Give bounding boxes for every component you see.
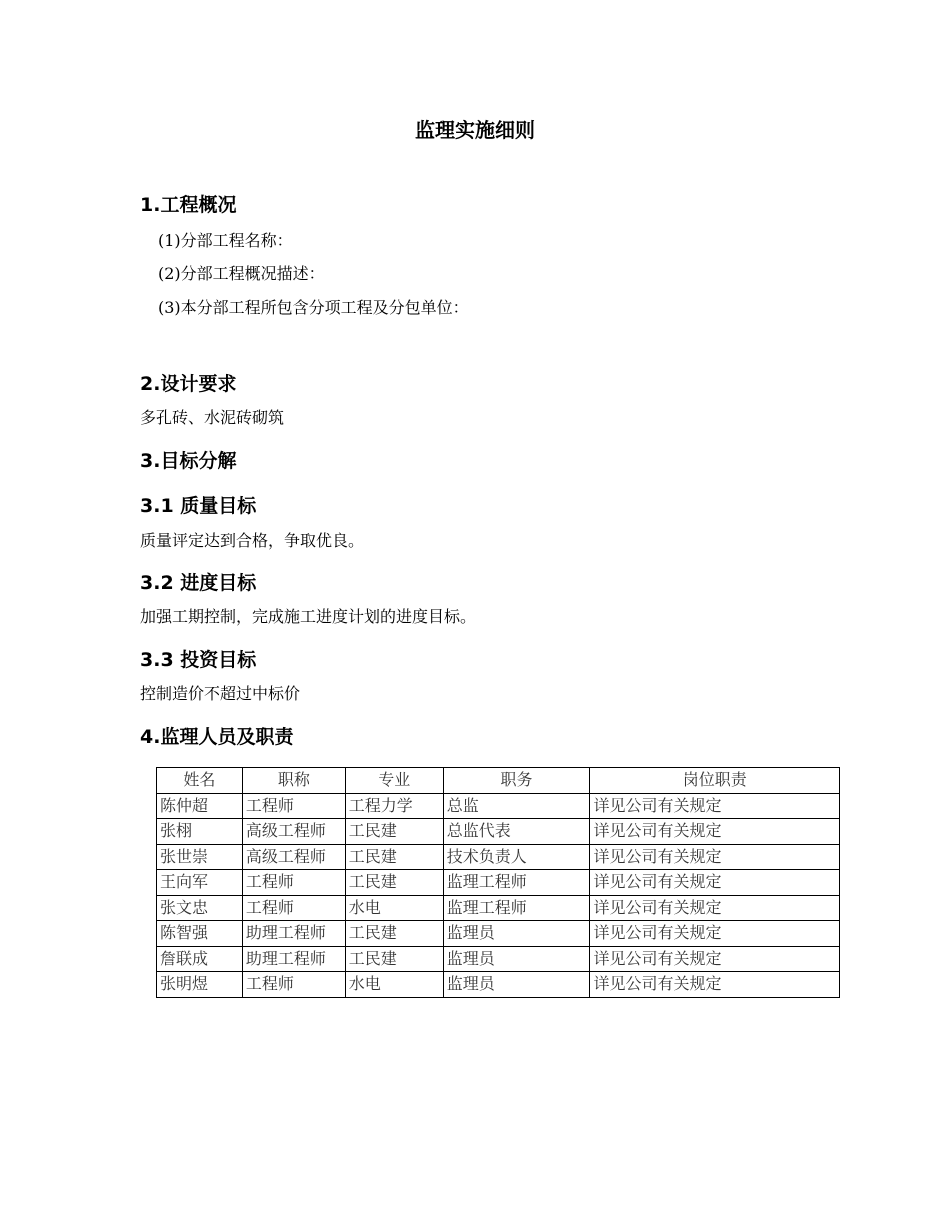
cell-title: 工程师	[242, 870, 345, 896]
cell-duties: 详见公司有关规定	[590, 895, 840, 921]
cell-title: 助理工程师	[242, 921, 345, 947]
cell-position: 监理员	[443, 946, 590, 972]
section-3-3-text: 控制造价不超过中标价	[140, 684, 301, 703]
cell-title: 工程师	[242, 793, 345, 819]
cell-name: 王向军	[157, 870, 243, 896]
cell-name: 张世崇	[157, 844, 243, 870]
table-row	[157, 895, 840, 921]
section-3-heading: 3.目标分解	[140, 450, 237, 472]
table-row	[157, 793, 840, 819]
cell-specialty: 工民建	[345, 870, 443, 896]
cell-position: 监理员	[443, 921, 590, 947]
cell-specialty: 工程力学	[345, 793, 443, 819]
cell-position: 总监代表	[443, 819, 590, 845]
cell-position: 监理工程师	[443, 870, 590, 896]
cell-title: 助理工程师	[242, 946, 345, 972]
cell-duties: 详见公司有关规定	[590, 870, 840, 896]
table-row	[157, 819, 840, 845]
table-row	[157, 946, 840, 972]
header-position: 职务	[443, 768, 590, 794]
cell-specialty: 工民建	[345, 946, 443, 972]
section-4-heading: 4.监理人员及职责	[140, 726, 294, 748]
cell-duties: 详见公司有关规定	[590, 793, 840, 819]
cell-specialty: 工民建	[345, 819, 443, 845]
header-specialty: 专业	[345, 768, 443, 794]
cell-title: 高级工程师	[242, 844, 345, 870]
table-header-row	[157, 768, 840, 794]
section-3-3-heading: 3.3 投资目标	[140, 649, 257, 671]
cell-specialty: 水电	[345, 972, 443, 998]
section-3-1-heading: 3.1 质量目标	[140, 495, 257, 517]
cell-duties: 详见公司有关规定	[590, 946, 840, 972]
cell-duties: 详见公司有关规定	[590, 921, 840, 947]
section-2-heading: 2.设计要求	[140, 373, 237, 395]
cell-title: 高级工程师	[242, 819, 345, 845]
table-row	[157, 870, 840, 896]
section-1-item-1: (1)分部工程名称：	[158, 231, 293, 250]
cell-name: 张栩	[157, 819, 243, 845]
section-2-text: 多孔砖、水泥砖砌筑	[140, 408, 285, 427]
cell-name: 詹联成	[157, 946, 243, 972]
cell-name: 张文忠	[157, 895, 243, 921]
section-3-2-text: 加强工期控制，完成施工进度计划的进度目标。	[140, 607, 477, 626]
header-name: 姓名	[157, 768, 243, 794]
section-3-2-heading: 3.2 进度目标	[140, 572, 257, 594]
section-1-item-3: (3)本分部工程所包含分项工程及分包单位：	[158, 298, 469, 317]
cell-specialty: 工民建	[345, 921, 443, 947]
table-row	[157, 972, 840, 998]
cell-position: 总监	[443, 793, 590, 819]
cell-duties: 详见公司有关规定	[590, 819, 840, 845]
header-duties: 岗位职责	[590, 768, 840, 794]
cell-name: 陈仲超	[157, 793, 243, 819]
cell-duties: 详见公司有关规定	[590, 972, 840, 998]
cell-title: 工程师	[242, 972, 345, 998]
document-title: 监理实施细则	[415, 118, 535, 142]
table-row	[157, 921, 840, 947]
cell-name: 张明煜	[157, 972, 243, 998]
cell-title: 工程师	[242, 895, 345, 921]
cell-name: 陈智强	[157, 921, 243, 947]
table-row	[157, 844, 840, 870]
section-3-1-text: 质量评定达到合格，争取优良。	[140, 531, 365, 550]
section-1-heading: 1.工程概况	[140, 194, 237, 216]
header-title: 职称	[242, 768, 345, 794]
cell-specialty: 工民建	[345, 844, 443, 870]
cell-duties: 详见公司有关规定	[590, 844, 840, 870]
section-1-item-2: (2)分部工程概况描述：	[158, 264, 325, 283]
cell-position: 监理员	[443, 972, 590, 998]
staff-table	[156, 767, 840, 998]
cell-position: 技术负责人	[443, 844, 590, 870]
cell-specialty: 水电	[345, 895, 443, 921]
cell-position: 监理工程师	[443, 895, 590, 921]
